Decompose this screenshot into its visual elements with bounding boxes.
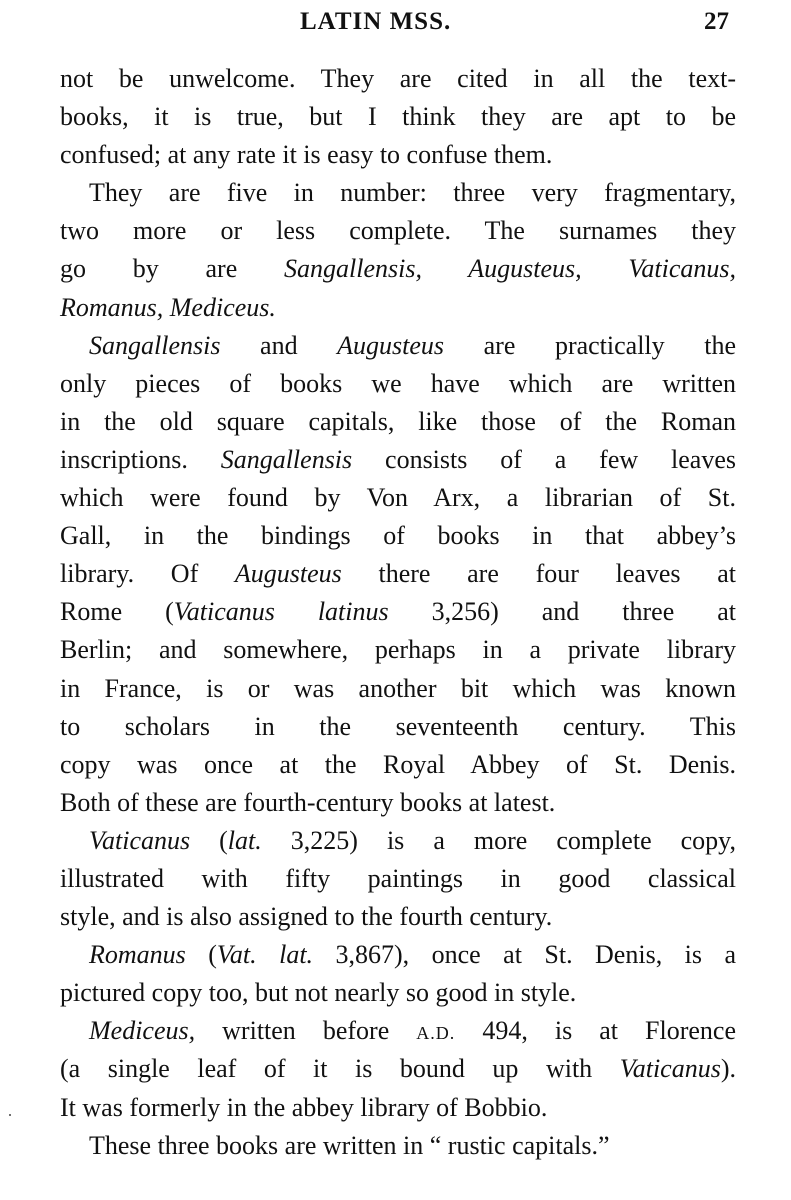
text-line [60,60,736,98]
text-line [60,98,736,136]
text-run: They are five in number: three very fragmentary, [89,178,736,208]
text-run: to scholars in the seventeenth century. This [60,711,736,741]
text-line [60,441,736,479]
text-line [60,174,736,212]
italic-run: Mediceus, [89,1016,196,1046]
text-line [60,517,736,555]
text-run: only pieces of books we have which are written [60,368,736,398]
text-run: which were found by Von Arx, a librarian of St. [60,483,736,513]
text-line [60,403,736,441]
text-line [60,327,736,365]
italic-run: Romanus [89,940,186,970]
text-run: books, it is true, but I think they are apt to be [60,102,736,132]
italic-run: Vat. lat. [216,940,314,970]
text-line [60,479,736,517]
text-run: style, and is also assigned to the fourth century. [60,902,553,932]
text-run: ( [185,940,217,970]
text-run: ( [190,825,228,855]
text-run: (a single leaf of it is bound up with [60,1054,620,1084]
text-line [60,708,736,746]
text-run: 3,225) is a more complete copy, [261,825,736,855]
text-line [60,1127,736,1165]
italic-run: Augusteus [234,559,342,589]
text-line [60,365,736,403]
italic-run: Sangallensis, Augusteus, Vaticanus, [284,254,736,284]
text-run: two more or less complete. The surnames they [60,216,736,246]
paragraph [60,174,736,326]
text-run: go by are [60,254,285,284]
text-line [60,860,736,898]
italic-run: Vaticanus [89,825,191,855]
text-run: illustrated with fifty paintings in good classical [60,863,736,893]
text-line [60,1012,736,1050]
paragraph [60,1012,736,1126]
italic-run: Sangallensis [89,330,221,360]
text-line [60,936,736,974]
text-run: library. Of [60,559,235,589]
text-line [60,898,736,936]
body-text [60,60,736,1165]
text-line [60,631,736,669]
text-run: written before [195,1016,417,1046]
text-run: not be unwelcome. They are cited in all the text- [60,64,736,93]
paragraph [60,822,736,936]
text-run: copy was once at the Royal Abbey of St. Denis. [60,749,736,779]
paragraph [60,1127,736,1165]
italic-run: Romanus, Mediceus. [60,292,276,322]
italic-run: Augusteus [337,330,445,360]
text-run: there are four leaves at [341,559,736,589]
italic-run: Vaticanus latinus [173,597,389,627]
text-run: are practically the [444,330,736,360]
text-run: Rome ( [60,597,174,627]
text-run: 3,256) and three at [388,597,736,627]
text-run: pictured copy too, but not nearly so good in style. [60,978,577,1008]
text-run: and [220,330,338,360]
text-run: Berlin; and somewhere, perhaps in a private library [60,635,736,665]
italic-run: Sangallensis [220,444,353,474]
text-line [60,1050,736,1088]
text-line [60,974,736,1012]
text-line [60,670,736,708]
text-run: Both of these are fourth-century books at latest. [60,787,556,817]
text-run: inscriptions. [60,444,221,474]
text-run: It was formerly in the abbey library of Bobbio. [60,1092,548,1122]
text-line [60,212,736,250]
text-run: in France, is or was another bit which was known [60,673,736,703]
text-line [60,822,736,860]
text-run: Gall, in the bindings of books in that abbey’s [60,521,736,551]
small-caps-run: A.D. [416,1023,456,1044]
text-line [60,593,736,631]
text-run: 3,867), once at St. Denis, is a [313,940,736,970]
text-line [60,555,736,593]
italic-run: Vaticanus [619,1054,721,1084]
text-run: These three books are written in “ rustic capitals.” [89,1130,610,1160]
text-run: confused; at any rate it is easy to confuse them. [60,140,553,170]
paragraph [60,327,736,822]
page-number: 27 [704,8,729,35]
paragraph [60,60,736,174]
text-line [60,289,736,327]
text-line [60,784,736,822]
text-line [60,746,736,784]
page-header [0,8,791,44]
paragraph [60,936,736,1012]
running-title: LATIN MSS. [300,8,452,35]
text-run: ). [720,1054,736,1084]
text-line [60,250,736,288]
text-run: consists of a few leaves [352,444,736,474]
stray-mark [9,1114,11,1116]
text-line [60,136,736,174]
text-line [60,1089,736,1127]
text-run: in the old square capitals, like those of the Roman [60,406,736,436]
text-run: 494, is at Florence [455,1016,736,1046]
italic-run: lat. [227,825,262,855]
